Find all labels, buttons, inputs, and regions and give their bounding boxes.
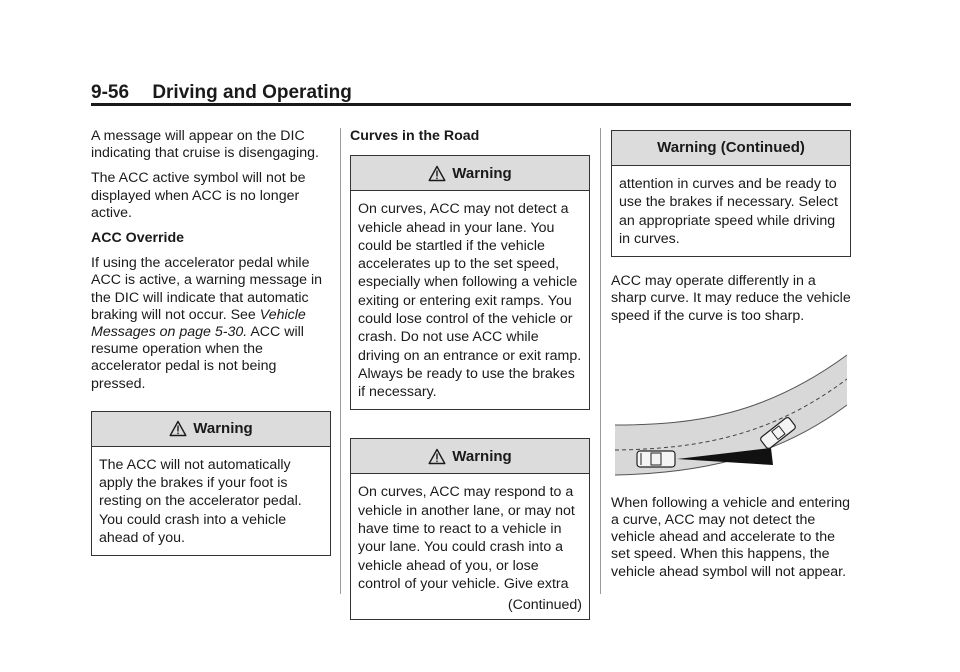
cross-reference-link[interactable]: Vehicle Messages on page 5-30.	[91, 306, 306, 341]
warning-title: Warning (Continued)	[657, 139, 805, 157]
continued-label: (Continued)	[507, 597, 582, 614]
warning-title: Warning	[452, 164, 512, 182]
warning-box-continued	[611, 130, 851, 257]
warning-header	[92, 412, 330, 447]
warning-text: attention in curves and be ready to use the brakes if necessary. Select an appropriate speed while driving in curves.	[619, 176, 838, 247]
warning-text: On curves, ACC may not detect a vehicle ahead in your lane. You could be startled if the vehicle accelerates up to the set speed, especially when following a vehicle exiting or entering exit ramps. You could lose control of the vehicle or crash. Do not use ACC while driving on an entrance or exit ramp. Always be ready to use the brakes if necessary.	[358, 201, 582, 401]
warning-title: Warning	[193, 420, 253, 438]
header-rule	[91, 103, 851, 106]
warning-box	[350, 155, 590, 410]
page-header	[91, 82, 352, 104]
paragraph: A message will appear on the DIC indicating that cruise is disengaging.	[91, 128, 319, 162]
warning-triangle-icon	[169, 420, 187, 437]
curved-road-illustration	[615, 353, 847, 487]
warning-box	[91, 411, 331, 556]
chapter-title: Driving and Operating	[152, 82, 352, 103]
section-heading: Curves in the Road	[350, 128, 480, 144]
warning-box	[350, 438, 590, 619]
warning-text: The ACC will not automatically apply the brakes if your foot is resting on the accelerator pedal. You could crash into a vehicle ahead of you.	[99, 456, 302, 547]
page-number: 9-56	[91, 82, 130, 103]
warning-header	[351, 439, 589, 474]
own-vehicle	[637, 451, 675, 467]
column-2	[350, 128, 590, 632]
warning-triangle-icon	[428, 165, 446, 182]
paragraph: ACC may operate differently in a sharp curve. It may reduce the vehicle speed if the curve is too sharp.	[611, 273, 851, 324]
column-divider-2	[600, 128, 601, 594]
column-3	[611, 128, 851, 589]
paragraph: The ACC active symbol will not be displayed when ACC is no longer active.	[91, 170, 306, 221]
override-paragraph: If using the accelerator pedal while ACC is active, a warning message in the DIC will indicate that automatic braking will not occur. See Vehicle Messages on page 5-30. ACC will resume operation when the accelerator pedal is not being pressed.	[91, 255, 323, 392]
section-heading: ACC Override	[91, 230, 185, 247]
warning-title: Warning	[452, 447, 512, 465]
warning-triangle-icon	[428, 448, 446, 465]
column-1	[91, 128, 331, 568]
warning-header	[351, 156, 589, 191]
warning-header	[612, 131, 850, 166]
paragraph: When following a vehicle and entering a curve, ACC may not detect the vehicle ahead and accelerate to the set speed. When this happens, the vehicle ahead symbol will not appear.	[611, 494, 850, 580]
column-divider-1	[340, 128, 341, 594]
warning-text: On curves, ACC may respond to a vehicle in another lane, or may not have time to react to a vehicle in your lane. You could crash into a vehicle ahead of you, or lose control of your vehicle. Give extra (Continued)	[358, 484, 582, 614]
